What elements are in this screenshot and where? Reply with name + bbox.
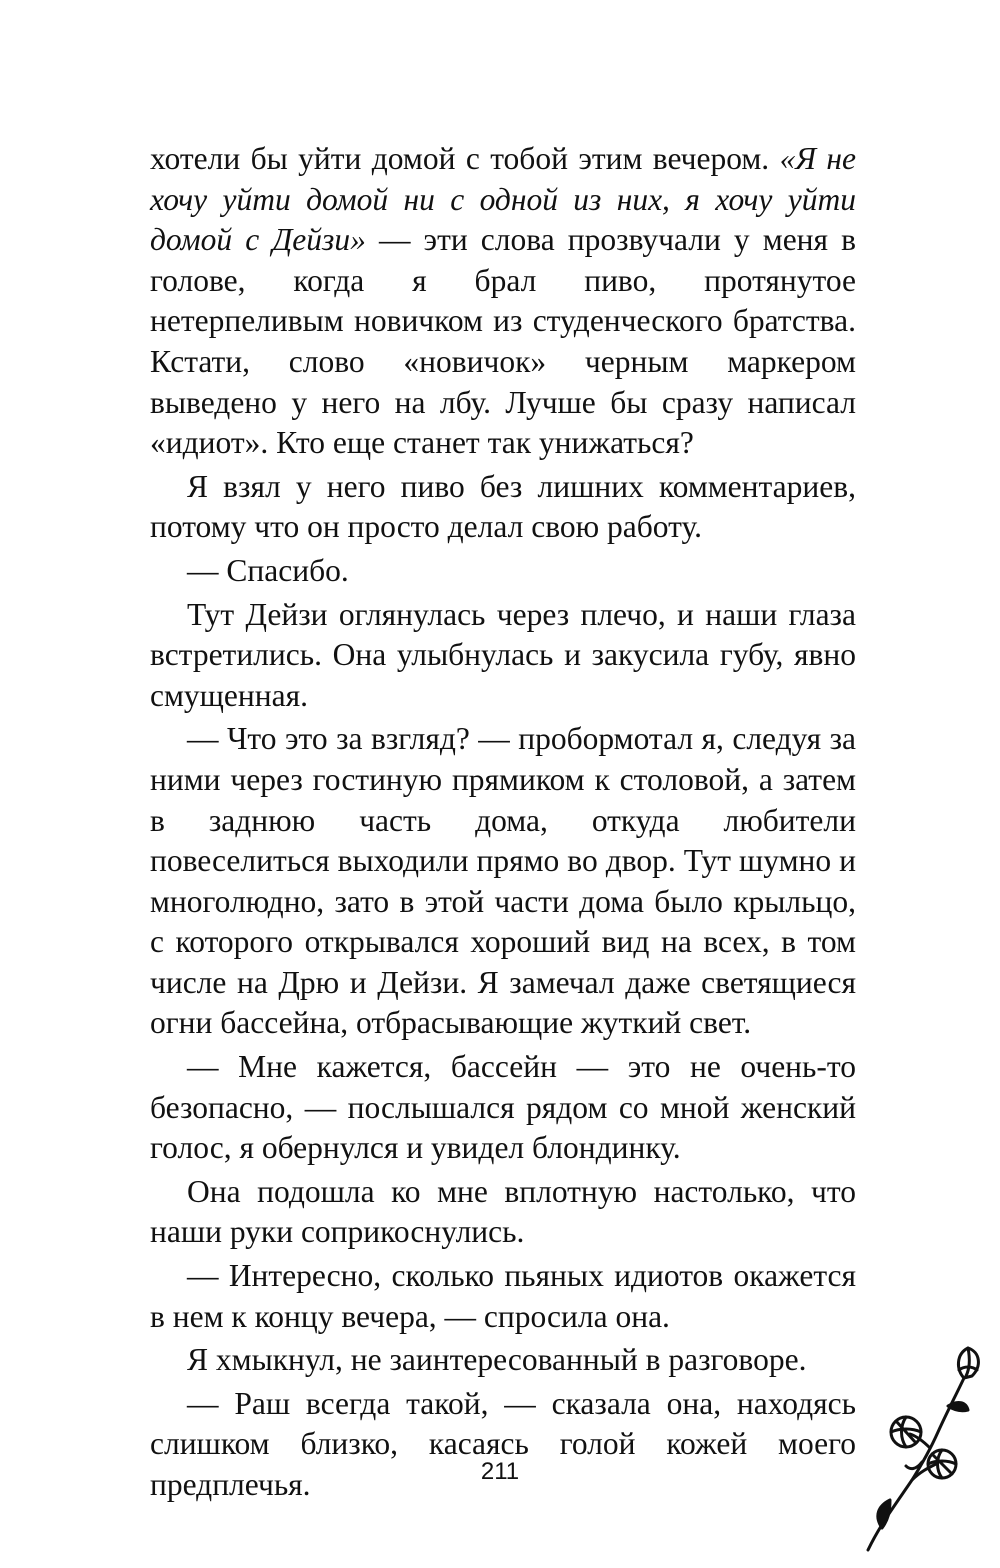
paragraph-6: — Мне кажется, бассейн — это не очень-то безопасно, — послышался рядом со мной женский голос, я обернулся и увидел блондинку. xyxy=(150,1049,856,1166)
paragraph-8: — Интересно, сколько пьяных идиотов окажется в нем к концу вечера, — спросила она. xyxy=(150,1258,856,1334)
paragraph-1-tail: — эти слова прозвучали у меня в голове, когда я брал пиво, протянутое нетерпеливым новичком из студенческого братства. Кстати, слово «новичок» черным маркером выведено у него на лбу. Лучше бы сразу написал «идиот». Кто еще станет так унижаться? xyxy=(150,222,856,461)
paragraph-5: — Что это за взгляд? — пробормотал я, следуя за ними через гостиную прямиком к столовой, а затем в заднюю часть дома, откуда любители повеселиться выходили прямо во двор. Тут шумно и многолюдно, зато в этой части дома было крыльцо, с которого открывался хороший вид на всех, в том числе на Дрю и Дейзи. Я замечал даже светящиеся огни бассейна, отбрасывающие жуткий свет. xyxy=(150,721,856,1041)
paragraph-7: Она подошла ко мне вплотную настолько, что наши руки соприкоснулись. xyxy=(150,1173,856,1250)
book-page-text xyxy=(150,139,856,1506)
cotton-flower-branch-icon xyxy=(860,1340,990,1555)
paragraph-9: Я хмыкнул, не заинтересованный в разговоре. xyxy=(187,1342,807,1378)
paragraph-1-italic-thought: «Я не хочу уйти домой ни с одной из них, я хочу уйти домой с Дейзи» xyxy=(150,141,856,258)
page-number: 211 xyxy=(480,1458,520,1485)
paragraph-4: Тут Дейзи оглянулась через плечо, и наши глаза встретились. Она улыбнулась и закусила губу, явно смущенная. xyxy=(150,596,856,713)
paragraph-2: Я взял у него пиво без лишних комментариев, потому что он просто делал свою работу. xyxy=(150,468,856,545)
paragraph-10: — Раш всегда такой, — сказала она, находясь слишком близко, касаясь голой кожей моего предплечья. xyxy=(150,1385,856,1502)
paragraph-3: — Спасибо. xyxy=(187,552,349,588)
paragraph-1 xyxy=(150,139,856,464)
paragraph-1-lead: хотели бы уйти домой с тобой этим вечером. xyxy=(150,141,780,176)
